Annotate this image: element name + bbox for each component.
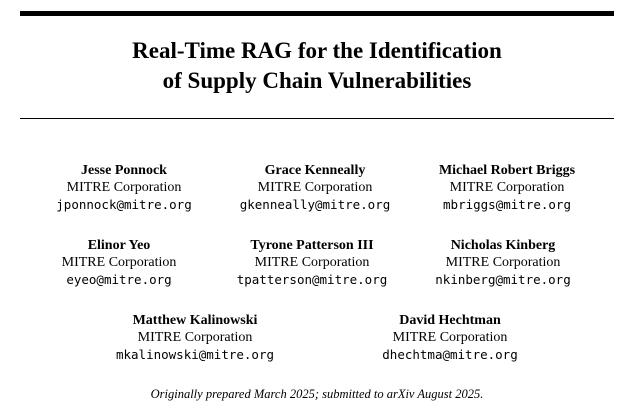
author-affiliation: MITRE Corporation — [66, 180, 182, 195]
author-block — [210, 162, 420, 214]
author-email[interactable]: eyeo@mitre.org — [66, 272, 172, 287]
author-block — [14, 237, 224, 289]
author-affiliation: MITRE Corporation — [254, 255, 370, 270]
title-line-2: of Supply Chain Vulnerabilities — [162, 68, 472, 93]
author-affiliation: MITRE Corporation — [257, 180, 373, 195]
author-email[interactable]: dhechtma@mitre.org — [382, 347, 518, 362]
author-email[interactable]: mkalinowski@mitre.org — [115, 347, 275, 362]
author-name: David Hechtman — [399, 313, 501, 328]
title-line-1: Real-Time RAG for the Identification — [132, 38, 502, 63]
author-name: Nicholas Kinberg — [450, 238, 556, 253]
author-email[interactable]: tpatterson@mitre.org — [236, 272, 388, 287]
author-affiliation: MITRE Corporation — [445, 255, 561, 270]
top-rule — [20, 11, 614, 16]
author-email[interactable]: nkinberg@mitre.org — [435, 272, 571, 287]
author-affiliation: MITRE Corporation — [137, 330, 253, 345]
paper-title — [20, 36, 614, 96]
author-name: Tyrone Patterson III — [250, 238, 374, 253]
author-block — [402, 162, 612, 214]
author-name: Matthew Kalinowski — [132, 313, 258, 328]
author-affiliation: MITRE Corporation — [449, 180, 565, 195]
author-affiliation: MITRE Corporation — [392, 330, 508, 345]
submission-note: Originally prepared March 2025; submitted to arXiv August 2025. — [150, 387, 484, 401]
author-name: Jesse Ponnock — [81, 163, 167, 178]
author-name: Michael Robert Briggs — [438, 163, 576, 178]
author-name: Grace Kenneally — [264, 163, 366, 178]
title-bottom-rule — [20, 118, 614, 119]
author-affiliation: MITRE Corporation — [61, 255, 177, 270]
author-email[interactable]: gkenneally@mitre.org — [239, 197, 391, 212]
author-email[interactable]: jponnock@mitre.org — [56, 197, 192, 212]
author-block — [90, 312, 300, 364]
author-block — [345, 312, 555, 364]
author-email[interactable]: mbriggs@mitre.org — [443, 197, 571, 212]
author-name: Elinor Yeo — [87, 238, 151, 253]
author-block — [19, 162, 229, 214]
author-block — [207, 237, 417, 289]
author-block — [398, 237, 608, 289]
